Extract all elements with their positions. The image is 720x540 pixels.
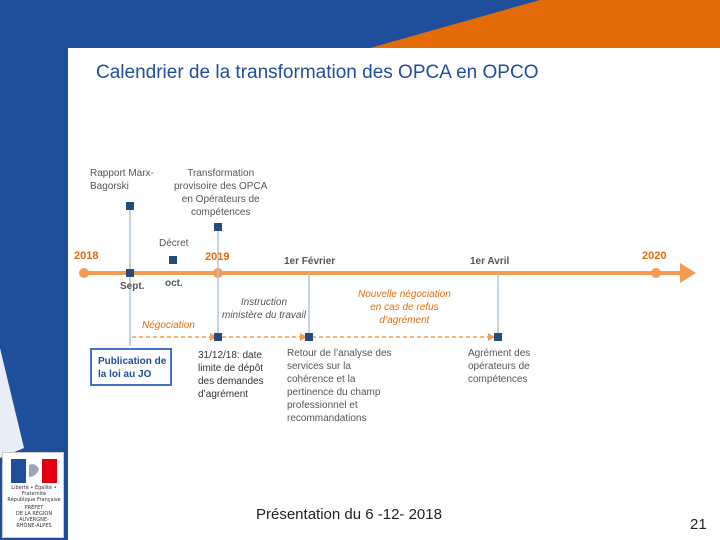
slide-title: Calendrier de la transformation des OPCA en OPCO (96, 62, 539, 83)
publication-box (90, 348, 172, 386)
marker-oct (169, 256, 177, 264)
year-2019-label: 2019 (205, 251, 230, 263)
marker-rapport (126, 202, 134, 210)
phase-nouvelle-negociation-label: Nouvelle négociation en cas de refus d’agrément (358, 289, 451, 326)
prefet-logo (2, 452, 64, 538)
dot-2020 (651, 268, 661, 278)
logo-motto: Liberté • Égalité • Fraternité République Française (7, 485, 61, 503)
marker-sept (126, 269, 134, 277)
dot-2018 (79, 268, 89, 278)
tick-avril-label: 1er Avril (470, 256, 510, 267)
marker-date-limite (214, 333, 222, 341)
marker-agrement (494, 333, 502, 341)
timeline-arrowhead (680, 263, 696, 283)
marianne-flag-icon (11, 459, 57, 483)
tick-sept-label: Sept. (120, 281, 145, 292)
tick-fevrier-label: 1er Février (284, 256, 336, 267)
event-retour-label: Retour de l’analyse des services sur la cohérence et la pertinence du champ professionnel et recommandations (287, 348, 392, 424)
tick-oct-label: oct. (165, 278, 183, 289)
event-agrement-label: Agrément des opérateurs de compétences (468, 348, 531, 385)
event-date-limite-label: 31/12/18: date limite de dépôt des demandes d’agrément (198, 350, 264, 400)
event-publication-label: Publication de la loi au JO (98, 356, 167, 380)
logo-prefet-text: PRÉFET DE LA RÉGION AUVERGNE- RHÔNE-ALPES (15, 505, 53, 529)
event-transformation-label: Transformation provisoire des OPCA en Opérateurs de compétences (174, 168, 268, 218)
footer-presentation: Présentation du 6 -12- 2018 (256, 506, 442, 523)
event-decret-label: Décret (159, 238, 189, 249)
phase-negociation-label: Négociation (142, 320, 195, 331)
marker-retour (305, 333, 313, 341)
year-2018-label: 2018 (74, 250, 99, 262)
marker-transformation (214, 223, 222, 231)
phase-instruction-label: Instruction ministère du travail (222, 297, 306, 321)
event-rapport-label: Rapport Marx- Bagorski (90, 168, 154, 192)
page-number: 21 (690, 516, 707, 533)
year-2020-label: 2020 (642, 250, 667, 262)
